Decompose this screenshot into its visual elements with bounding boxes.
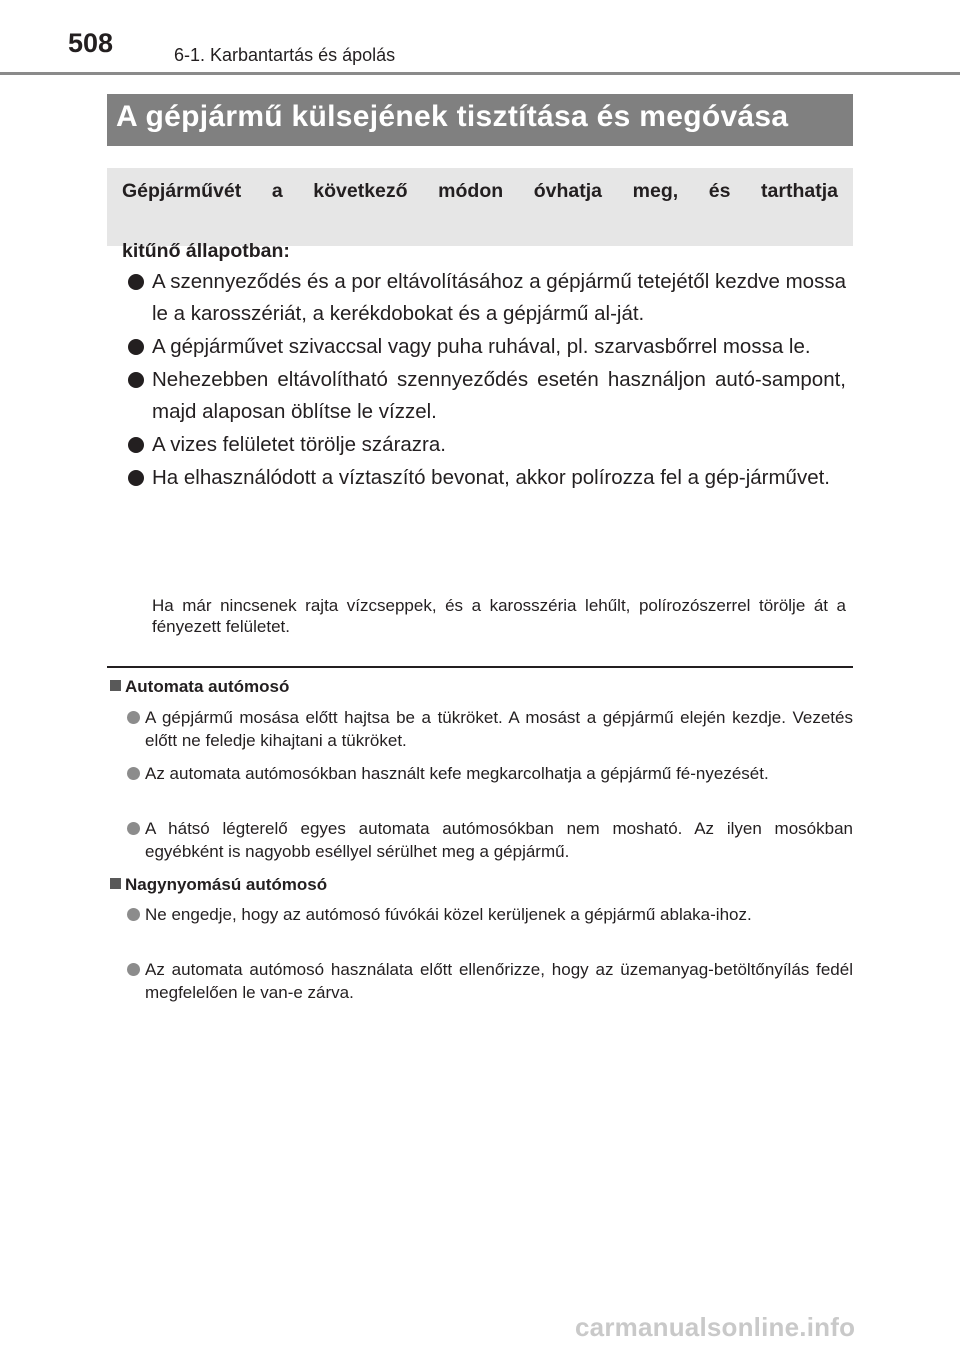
bullet-dot-icon: [128, 470, 144, 486]
bullet-dot-icon: [128, 274, 144, 290]
watermark: carmanualsonline.info: [575, 1312, 856, 1342]
bullet-dot-icon: [127, 822, 140, 835]
bullet-dot-icon: [128, 372, 144, 388]
bullet-dot-icon: [128, 339, 144, 355]
list-item-text: Ha elhasználódott a víztaszító bevonat, akkor polírozza fel a gép-járművet.: [152, 466, 831, 489]
list-item: [128, 429, 846, 461]
list-item-text: Az automata autómosókban használt kefe megkarcolhatja a gépjármű fé-nyezését.: [145, 764, 769, 783]
section-heading-automata: [110, 677, 289, 697]
section-divider: [107, 666, 853, 668]
list-item: [127, 903, 853, 926]
intro-line-1: Gépjárművét a következő módon óvhatja meg, és tarthatja: [122, 180, 838, 202]
list-item-text: A vizes felületet törölje szárazra.: [152, 433, 446, 456]
header-rule: [0, 72, 960, 75]
running-head: 6-1. Karbantartás és ápolás: [174, 45, 396, 65]
square-bullet-icon: [110, 680, 121, 691]
list-item: [128, 462, 846, 494]
list-item-text: A gépjármű mosása előtt hajtsa be a tükröket. A mosást a gépjármű elején kezdje. Vezetés előtt ne feledje kihajtani a tükröket.: [145, 708, 853, 750]
bullet-list: [128, 266, 846, 495]
list-item-text: Ne engedje, hogy az autómosó fúvókái közel kerüljenek a gépjármű ablaka-ihoz.: [145, 905, 752, 924]
list-item-text: A gépjárművet szivaccsal vagy puha ruhával, pl. szarvasbőrrel mossa le.: [152, 335, 811, 358]
intro-line-2: kitűnő állapotban:: [122, 240, 290, 262]
list-item-text: Az automata autómosó használata előtt ellenőrizze, hogy az üzemanyag-betöltőnyílás fedél megfelelően le van-e zárva.: [145, 960, 853, 1002]
list-item-text: A hátsó légterelő egyes automata autómosókban nem mosható. Az ilyen mosókban egyébként is nagyobb eséllyel sérülhet meg a gépjármű.: [145, 819, 853, 861]
list-item: [128, 331, 846, 363]
note-text: Ha már nincsenek rajta vízcseppek, és a karosszéria lehűlt, polírozószerrel törölje át a fényezett felületet.: [152, 596, 846, 636]
page-title: A gépjármű külsejének tisztítása és megóvása: [107, 94, 853, 146]
bullet-dot-icon: [127, 963, 140, 976]
list-item: [127, 762, 853, 785]
list-item-text: A szennyeződés és a por eltávolításához a gépjármű tetejétől kezdve mossa le a karosszériát, a kerékdobokat és a gépjármű al-ját.: [152, 270, 846, 325]
section-heading-text: Nagynyomású autómosó: [125, 875, 328, 894]
bullet-dot-icon: [127, 711, 140, 724]
list-item: [128, 266, 846, 330]
page-number: 508: [68, 28, 114, 58]
bullet-dot-icon: [128, 437, 144, 453]
bullet-dot-icon: [127, 767, 140, 780]
bullet-dot-icon: [127, 908, 140, 921]
list-item: [127, 706, 853, 752]
square-bullet-icon: [110, 878, 121, 889]
section-heading-text: Automata autómosó: [125, 677, 290, 696]
list-item-text: Nehezebben eltávolítható szennyeződés esetén használjon autó-sampont, majd alaposan öblítse le vízzel.: [152, 368, 846, 423]
list-item: [127, 817, 853, 863]
intro-box: [107, 168, 853, 262]
section-heading-nagynyomasu: [110, 875, 327, 895]
list-item: [127, 958, 853, 1004]
list-item: [128, 364, 846, 428]
